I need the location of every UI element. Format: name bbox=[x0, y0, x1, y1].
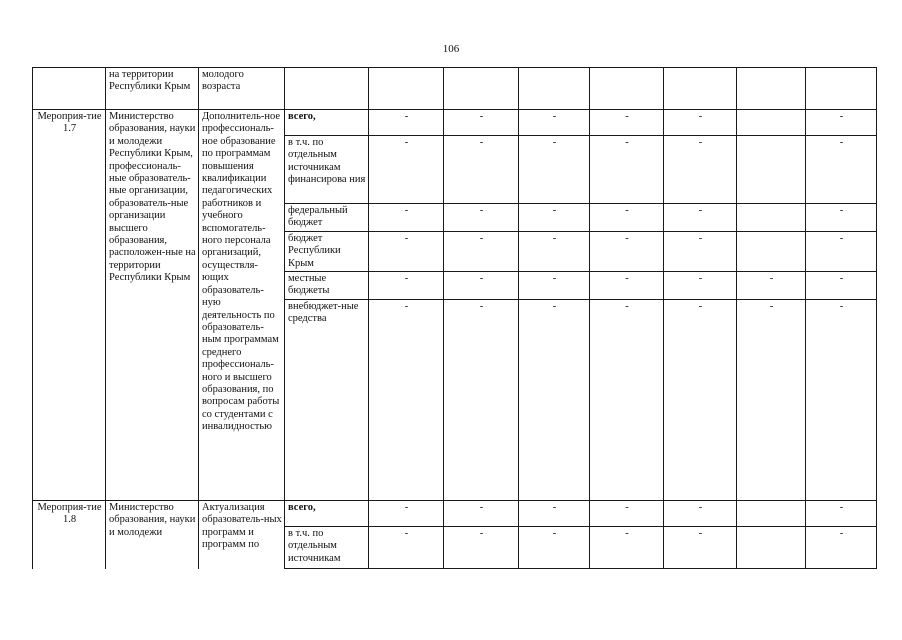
financing-table bbox=[32, 67, 877, 569]
value-cell: - bbox=[590, 110, 664, 136]
value-cell: - bbox=[519, 204, 590, 232]
value-cell bbox=[519, 68, 590, 110]
value-cell: - bbox=[519, 501, 590, 527]
continuation-row bbox=[33, 68, 877, 110]
value-cell: - bbox=[590, 501, 664, 527]
value-cell: - bbox=[369, 501, 444, 527]
page-number: 106 bbox=[442, 43, 460, 55]
value-cell: - bbox=[519, 272, 590, 300]
value-cell: - bbox=[590, 527, 664, 569]
source-cell: местные бюджеты bbox=[285, 272, 369, 300]
value-cell bbox=[737, 204, 806, 232]
value-cell: - bbox=[444, 501, 519, 527]
value-cell: - bbox=[369, 136, 444, 204]
value-cell: - bbox=[590, 136, 664, 204]
source-cell: бюджет Республики Крым bbox=[285, 232, 369, 272]
value-cell: - bbox=[806, 136, 877, 204]
source-cell: всего, bbox=[285, 110, 369, 136]
value-cell: - bbox=[369, 300, 444, 501]
description-cell: Актуализация образователь-ных программ и программ по bbox=[199, 501, 285, 569]
value-cell: - bbox=[369, 232, 444, 272]
value-cell: - bbox=[519, 110, 590, 136]
value-cell: - bbox=[664, 527, 737, 569]
measure-name: Мероприя-тие 1.8 bbox=[33, 501, 106, 569]
value-cell: - bbox=[664, 110, 737, 136]
source-cell: всего, bbox=[285, 501, 369, 527]
value-cell: - bbox=[519, 232, 590, 272]
value-cell: - bbox=[590, 232, 664, 272]
value-cell: - bbox=[806, 232, 877, 272]
value-cell: - bbox=[369, 110, 444, 136]
value-cell bbox=[737, 232, 806, 272]
value-cell bbox=[590, 68, 664, 110]
value-cell bbox=[444, 68, 519, 110]
value-cell: - bbox=[806, 501, 877, 527]
value-cell: - bbox=[444, 527, 519, 569]
value-cell: - bbox=[444, 232, 519, 272]
value-cell: - bbox=[590, 272, 664, 300]
value-cell: - bbox=[369, 527, 444, 569]
executor-cell: на территории Республики Крым bbox=[106, 68, 199, 110]
description-cell: Дополнитель-ное профессиональ-ное образование по программам повышения квалификации педагогических работников и учебного вспомогатель-ного персонала организаций, осуществля-ющих образователь-ную деятельность по образователь-ным программам среднего профессиональ-ного и высшего образования, по вопросам работы со студентами с инвалидностью bbox=[199, 110, 285, 501]
source-cell: федеральный бюджет bbox=[285, 204, 369, 232]
value-cell: - bbox=[664, 136, 737, 204]
value-cell: - bbox=[519, 527, 590, 569]
value-cell: - bbox=[444, 110, 519, 136]
value-cell bbox=[664, 68, 737, 110]
value-cell: - bbox=[806, 272, 877, 300]
source-cell: в т.ч. по отдельным источникам финансирова ния bbox=[285, 136, 369, 204]
measure-cell bbox=[33, 68, 106, 110]
value-cell bbox=[369, 68, 444, 110]
value-cell: - bbox=[664, 232, 737, 272]
value-cell: - bbox=[737, 300, 806, 501]
value-cell: - bbox=[444, 136, 519, 204]
executor-cell: Министерство образования, науки и молодежи Республики Крым, профессиональ-ные образователь-ные организации, образователь-ные организации высшего образования, расположен-ные на территории Республики Крым bbox=[106, 110, 199, 501]
value-cell bbox=[737, 110, 806, 136]
value-cell: - bbox=[664, 272, 737, 300]
value-cell: - bbox=[444, 204, 519, 232]
value-cell: - bbox=[664, 204, 737, 232]
table-row bbox=[33, 110, 877, 136]
value-cell: - bbox=[519, 300, 590, 501]
source-cell: в т.ч. по отдельным источникам bbox=[285, 527, 369, 569]
table-row bbox=[33, 501, 877, 527]
value-cell bbox=[806, 68, 877, 110]
value-cell: - bbox=[806, 300, 877, 501]
value-cell: - bbox=[664, 300, 737, 501]
value-cell: - bbox=[369, 272, 444, 300]
value-cell: - bbox=[590, 204, 664, 232]
value-cell: - bbox=[737, 272, 806, 300]
value-cell: - bbox=[444, 272, 519, 300]
value-cell: - bbox=[590, 300, 664, 501]
source-cell bbox=[285, 68, 369, 110]
value-cell: - bbox=[664, 501, 737, 527]
value-cell: - bbox=[369, 204, 444, 232]
value-cell: - bbox=[806, 204, 877, 232]
value-cell bbox=[737, 68, 806, 110]
value-cell bbox=[737, 136, 806, 204]
value-cell bbox=[737, 527, 806, 569]
value-cell: - bbox=[806, 110, 877, 136]
executor-cell: Министерство образования, науки и молодежи bbox=[106, 501, 199, 569]
source-cell: внебюджет-ные средства bbox=[285, 300, 369, 501]
value-cell: - bbox=[519, 136, 590, 204]
value-cell: - bbox=[444, 300, 519, 501]
value-cell bbox=[737, 501, 806, 527]
measure-name: Мероприя-тие 1.7 bbox=[33, 110, 106, 501]
value-cell: - bbox=[806, 527, 877, 569]
description-cell: молодого возраста bbox=[199, 68, 285, 110]
